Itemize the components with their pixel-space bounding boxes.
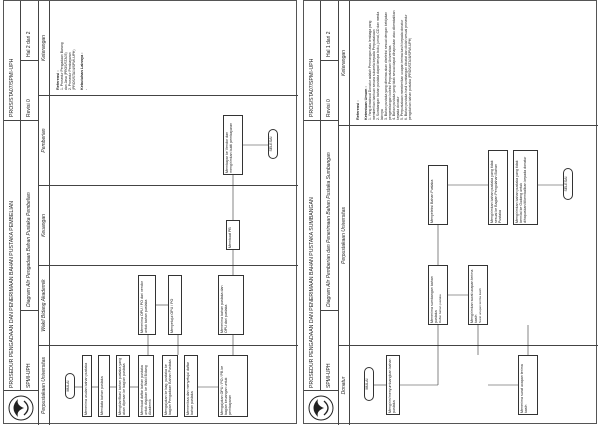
flow-step: Membayar ke Vendor dan mengirimkan bukti pembayaran (223, 115, 243, 175)
lane-header: Keuangan (38, 185, 50, 265)
note-line: 6. Bahan pustaka hasil sumbangan dicatat dan diolah sesuai prosedur pengolahan bahan pustaka (PROS/STA08/SPMI-UPH) (404, 14, 412, 120)
step-label: Mengirimkan surat ucapan terima kasih (470, 269, 479, 323)
university-logo (304, 390, 338, 425)
note-line: 2. Sumbangan bahan pustaka dapat berupa buku, jurnal, CD dan media lainnya (376, 11, 384, 120)
flow-step (468, 265, 488, 325)
note-line: - (84, 88, 88, 90)
start-terminator: MULAI (65, 373, 75, 399)
lane-header: Keterangan (38, 1, 50, 95)
note-line: 4. Bahan pustaka yang tidak sesuai dapat dihapuskan atau dikembalikan kepada donatur (392, 10, 400, 120)
page-header (304, 1, 339, 425)
flow-step: Menerima surat ucapan terima kasih (518, 355, 538, 415)
department: SPMI-UPH (26, 363, 32, 388)
lane-header: Perpustakaan Universitas (338, 125, 350, 345)
flow-step: Memeriksa dan menyetujui daftar bahan pustaka (184, 355, 198, 417)
notes-title: Referensi : (56, 70, 60, 90)
note-line: 2. Prosedur Pembayaran (68, 52, 72, 90)
step-doc: Surat ucapan terima kasih (478, 288, 483, 323)
flow-step: Mendata bahan pustaka (98, 355, 110, 417)
notes-title: Referensi : (356, 100, 360, 120)
flow-step: Mengirim/menyumbangkan bahan pustaka (386, 355, 400, 415)
notes-panel (56, 5, 88, 90)
document-title: PROSEDUR PENGADAAN DAN PENERIMAAN BAHAN PUSTAKA SUMBANGAN (309, 197, 315, 388)
step-doc: Daftar bahan pustaka (438, 294, 443, 323)
document-number: PROS/STA07/SPMI-UPH (304, 1, 320, 121)
flow-step: Mengirimkan bahan pustaka yang tidak bernilai ke Gudang untuk dihapuskan/dikembalikan kepada donatur (513, 150, 538, 225)
logo-emblem (304, 391, 338, 425)
swimlane-diagram (338, 1, 598, 425)
page-number: Hal 2 dari 2 (20, 1, 38, 61)
page-number: Hal 1 dari 2 (320, 1, 338, 61)
flow-step: Mengajukan OPU / PO / PB ke bagian keuangan untuk pembayaran (218, 355, 248, 417)
lane-header: Pemberian (38, 95, 50, 185)
document-page-1 (3, 0, 297, 424)
document-page-2 (303, 0, 597, 424)
swimlane-diagram (38, 1, 298, 425)
document-title: PROSEDUR PENGADAAN DAN PENERIMAAN BAHAN PUSTAKA PEMBELIAN (9, 201, 15, 388)
note-line: 1. Yang dimaksud Donatur adalah Perorangan atau lembaga yang memberikan bantuan secara sukarela kepada Perpustakaan (368, 20, 376, 120)
flow-step: Menyeleksi Bahan Pustaka (428, 165, 448, 225)
diagram-title: Diagram Alir Pemberian dan Penerimaan Bahan Pustaka Sumbangan (320, 121, 338, 311)
note-line: (PROS/STA04/SPMI-UPH) (72, 49, 76, 90)
flow-step: Menerima usulan bahan pustaka (82, 355, 92, 417)
note-line: 5. Perpustakaan memberikan ucapan terima kasih kepada donatur (400, 19, 404, 120)
flow-step: Menerima OPU / PO dari vendor untuk bahan pustaka (138, 275, 156, 335)
revision: Revisi 0 (320, 61, 338, 121)
note-line: 3. Bahan pustaka yang diterima akan diseleksi sesuai dengan kebijakan pengembangan koleksi Perpustakaan Universitas (384, 11, 392, 120)
page-header (4, 1, 39, 425)
note-line: dan Jasa (PROS/STA05) (64, 52, 68, 90)
department: SPMI-UPH (326, 363, 332, 388)
start-terminator: MULAI (364, 367, 374, 401)
lane-header: Donatur (338, 345, 350, 425)
notes2-title: Kebutuhan Lainnya : (80, 52, 84, 90)
document-number: PROS/STA07/SPMI-UPH (4, 1, 20, 121)
flow-step: Mengklarifikasi bahan pustaka yang akan dipesan ke bagian pustaka (116, 355, 130, 417)
logo-emblem (4, 391, 38, 425)
end-terminator: SELESAI (563, 168, 573, 200)
flow-step: Membuat daftar bahan pustaka untuk diajukan ke Wakil Bidang Akademik (138, 355, 154, 417)
lane-header: Perpustakaan Universitas (38, 345, 50, 425)
lane-header: Keterangan (338, 1, 350, 125)
end-terminator: SELESAI (268, 129, 278, 159)
flow-step: Mengajukan ke bag. pustaka ke bagian Pengadaan Bahan Pustaka (162, 355, 178, 417)
flow-step: Membuat PB (226, 220, 240, 250)
flow-step: Menyetujui OPU / PO (168, 275, 182, 335)
notes-panel (356, 5, 412, 120)
notes2-title: Ketentuan Umum : (364, 86, 368, 120)
lane-header: Wakil Bidang Akademik (38, 265, 50, 345)
step-label: Menerima sumbangan bahan pustaka (430, 276, 439, 323)
flow-step: Menerima bahan pustaka dan OPU dari pustaka (218, 275, 244, 335)
flow-step: Mengirimkan bahan pustaka yang tidak sesuai ke Bagian Pengolahan Bahan Pustaka (488, 150, 508, 225)
revision: Revisi 0 (20, 61, 38, 121)
university-logo (4, 390, 38, 425)
note-line: 1. Prosedur Pengadaan Barang (60, 42, 64, 90)
flow-step (428, 265, 448, 325)
diagram-title: Diagram Alir Pengadaan Bahan Pustaka Pembelian (20, 121, 38, 311)
